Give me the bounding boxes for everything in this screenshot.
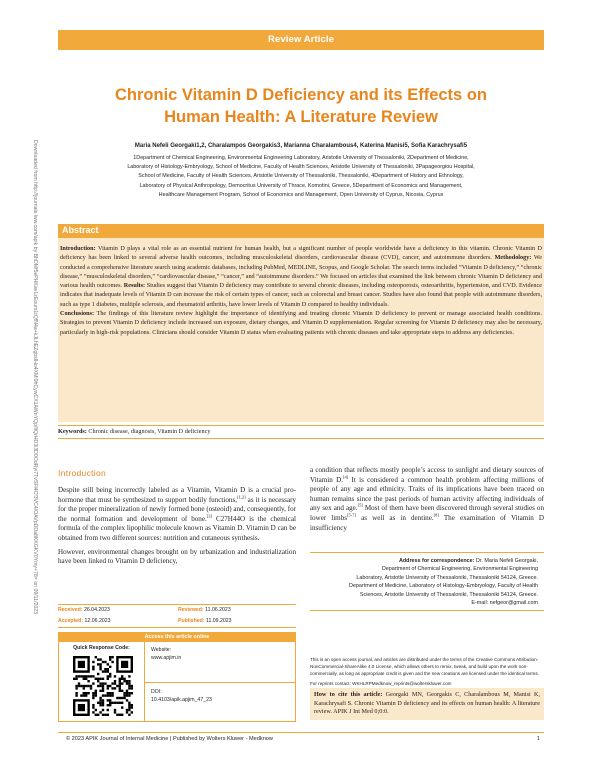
correspondence-email[interactable]: E-mail: nefgeor@gmail.com xyxy=(471,600,538,607)
abstract-intro: Vitamin D plays a vital role as an essential nutrient for human health, but a significant number of people worldwide have a deficiency in this vitamin. Chronic Vitamin D deficiency has been linked to several adverse health outcomes, including musculoskeletal disorders, cardiovascular disease (CVD), cancer, and autoimmune disorders. xyxy=(60,245,542,262)
text-run: C27H44O is the chemical formula of the complex lipophilic molecule known as Vitamin D. Vitamin D can be obtained from two different sources: nutrition and cutaneous synthesis. xyxy=(58,514,296,542)
correspondence-name: Dr. Maria Nefeli Georgaki, xyxy=(474,558,538,564)
keywords-label: Keywords: xyxy=(58,428,87,435)
correspondence-label: Address for correspondence: xyxy=(398,558,475,564)
keywords xyxy=(58,428,544,435)
article-dates xyxy=(58,604,296,628)
affiliations xyxy=(70,154,532,200)
page-footer xyxy=(58,732,544,744)
received-date xyxy=(58,605,110,615)
affiliation-line: Laboratory of Histology-Embryology, School of Medicine, Faculty of Health Sciences, Aristotle University of Thessaloniki, 3Papageorgiou Hospital, xyxy=(127,164,475,171)
author-list: Maria Nefeli Georgaki1,2, Charalampos Georgakis3, Marianna Charalambous4, Katerina Manisi5, Sofia Karachrysafi5 xyxy=(134,143,468,149)
abstract-heading: Abstract xyxy=(62,225,99,235)
introduction-paragraph xyxy=(58,486,296,544)
accepted-date xyxy=(58,616,111,626)
divider xyxy=(58,425,544,426)
qr-label: Quick Response Code: xyxy=(73,645,130,651)
date-value: 11.06.2023 xyxy=(205,607,231,613)
divider xyxy=(145,682,296,683)
title-line-2: Human Health: A Literature Review xyxy=(164,108,438,126)
divider xyxy=(58,438,544,439)
doi-link[interactable]: 10.4103/apik.apjim_47_23 xyxy=(151,696,212,703)
introduction-paragraph: However, environmental changes brought on by urbanization and industrialization have been linked to Vitamin D deficiency, xyxy=(58,547,296,566)
how-to-cite-box xyxy=(310,688,544,720)
cite-text: Georgaki MN, Georgakis C, Charalambous M, Manisi K, Karachrysafi S. Chronic Vitamin D deficiency and its effects on human health: A literature review. APIK J Int Med 0;0:0. xyxy=(314,691,540,716)
date-label: Published: xyxy=(178,618,205,624)
article-type-bar xyxy=(58,30,544,50)
affiliation-line: School of Medicine, Faculty of Health Sciences, Aristotle University of Thessaloniki, Thessaloniki, 4Department of History and Ethnology, xyxy=(138,173,464,180)
download-sidebar-note xyxy=(10,140,38,700)
website-link[interactable]: www.apjim.in xyxy=(151,654,182,661)
text-run: as well as in dentine. xyxy=(356,513,434,522)
text-run: as it is necessary for the proper mineralization of newly formed bone (osteoid) and, consequently, for the normal formation and development of bone. xyxy=(58,495,297,523)
correspondence-box xyxy=(310,552,544,611)
affiliation-line: Laboratory of Physical Anthropology, Democritus University of Thrace, Komotini, Greece, 5Department of Economics and Management, xyxy=(139,182,463,189)
citation-ref[interactable]: [8] xyxy=(433,512,439,518)
website-section xyxy=(151,647,181,663)
abstract-methodology: We conducted a comprehensive literature search using academic databases, including PubMed, MEDLINE, Scopus, and Google Scholar. The search terms included “Vitamin D deficiency,” “chronic disease,” “musculoskeletal disorders,” “cardiovascular disease,” “cancer,” and “autoimmune disorders.” We focused on articles that examined the link between chronic Vitamin D deficiency and various health outcomes. xyxy=(60,254,542,290)
citation-ref[interactable]: [5-7] xyxy=(347,512,357,518)
citation-ref[interactable]: [3] xyxy=(206,513,213,519)
affiliation-line: 1Department of Chemical Engineering, Environmental Engineering Laboratory, Aristotle University of Thessaloniki, 2Department of Medicine, xyxy=(133,155,469,161)
date-value: 26.04.2023 xyxy=(83,607,110,613)
text-run: Most of them have been discovered through several studies on lower limbs xyxy=(310,504,544,522)
affiliation-line: Healthcare Management Program, School of Economics and Management, Open University of Cyprus, Nicosia, Cyprus xyxy=(158,191,444,198)
abstract-conclusions: The findings of this literature review highlight the importance of identifying and treating chronic Vitamin D deficiency to prevent or manage associated health conditions. Strategies to prevent Vitamin D deficiency include increased sun exposure, dietary changes, and Vitamin D supplementation. Regular screening for Vitamin D deficiency may also be necessary, particularly in high-risk populations. Clinicians should consider Vitamin D status when evaluating patients with chronic diseases and take appropriate steps to address any deficiencies. xyxy=(60,310,543,336)
introduction-right-column xyxy=(310,466,544,533)
citation-ref[interactable]: [1,2] xyxy=(237,494,246,500)
abstract-intro-label: Introduction: xyxy=(60,245,96,252)
doi-label: DOI: xyxy=(151,689,162,695)
date-label: Received: xyxy=(58,607,83,613)
footer-text: © 2023 APIK Journal of Internal Medicine | Published by Wolters Kluwer - Medknow xyxy=(66,736,273,742)
license-notice xyxy=(310,656,544,687)
text-run: a condition that reflects mostly people’s access to sunlight and dietary sources of Vitamin D. xyxy=(310,466,544,484)
qr-code-icon[interactable] xyxy=(73,656,133,716)
abstract-box xyxy=(58,238,544,422)
title-line-1: Chronic Vitamin D Deficiency and its Effects on xyxy=(115,86,487,104)
reviewed-date xyxy=(178,605,231,615)
license-text: This is an open access journal, and articles are distributed under the terms of the Creative Commons Attribution-NonCommercial-ShareAlike 4.0 License, which allows others to remix, tweak, and build upon the work non-commercially, as long as appropriate credit is given and the new creations are licensed under the identical terms. xyxy=(310,657,539,677)
abstract-results: Studies suggest that Vitamin D deficiency may contribute to several chronic diseases, including osteoporosis, osteoarthritis, hypertension, and CVD. Evidence indicates that inadequate levels of Vitamin D can increase the risk of certain types of cancer, such as colorectal and breast cancer. Studies have also found that people with autoimmune disorders, such as type 1 diabetes, multiple sclerosis, and rheumatoid arthritis, have lower levels of Vitamin D compared to healthy individuals. xyxy=(60,282,542,308)
article-title xyxy=(58,84,544,128)
correspondence-name-line xyxy=(310,557,538,565)
sidebar-note-text: Downloaded from http://journals.lww.com/apik by BhDMf5ePHKav1zEoum1tQfN4a+kJLhEZgbsIHo4XMi0hCywCX1AWnYQp/IlQrHD3i3D0OdRyi7TvSFl4Cf3VC4/OAVpDDa8KKGKV0Ymy+78= on 09/11/2023 xyxy=(32,140,38,615)
date-value: 12.06.2023 xyxy=(84,618,111,624)
date-label: Accepted: xyxy=(58,618,84,624)
date-label: Reviewed: xyxy=(178,607,204,613)
reprints-contact[interactable]: For reprints contact: WKHLRPMedknow_reprints@wolterskluwer.com xyxy=(310,681,452,687)
correspondence-line: Sciences, Aristotle University of Thessaloniki, Thessaloniki 54124, Greece. xyxy=(359,591,538,598)
correspondence-line: Department of Medicine, Laboratory of Histology-Embryology, Faculty of Health xyxy=(349,583,538,590)
website-label: Website: xyxy=(151,647,172,653)
introduction-left-column xyxy=(58,486,296,571)
date-value: 11.09.2023 xyxy=(205,618,232,624)
access-online-box xyxy=(58,632,296,722)
abstract-text xyxy=(60,244,542,337)
keywords-text: Chronic disease, diagnosis, Vitamin D deficiency xyxy=(88,428,211,435)
introduction-paragraph xyxy=(310,466,544,533)
doi-section xyxy=(151,689,212,705)
page-number: 1 xyxy=(536,736,540,742)
introduction-heading: Introduction xyxy=(58,468,107,478)
citation-ref[interactable]: [5] xyxy=(357,503,363,509)
citation-ref[interactable]: [4] xyxy=(343,474,349,480)
text-run: It is considered a common health problem affecting millions of people of any age and ethnicity. Traits of its implications have been traced on human remains since the past periods of human activity affecting individuals of any sex and age. xyxy=(310,475,544,513)
published-date xyxy=(178,616,232,626)
abstract-methodology-label: Methodology: xyxy=(494,254,532,262)
correspondence-line: Department of Chemical Engineering, Environmental Engineering xyxy=(381,566,538,573)
correspondence-line: Laboratory, Aristotle University of Thessaloniki, Thessaloniki 54124, Greece. xyxy=(356,574,538,581)
qr-section xyxy=(59,642,145,722)
access-heading: Access this article online xyxy=(59,633,295,642)
text-run: The examination of Vitamin D insufficiency xyxy=(310,513,544,532)
article-type-label: Review Article xyxy=(268,34,334,45)
text-run: Despite still being incorrectly labeled as a Vitamin, Vitamin D is a crucial pro-hormone that must be synthesized to support bodily functions, xyxy=(58,486,296,504)
abstract-header-bar xyxy=(58,224,544,238)
abstract-results-label: Results: xyxy=(123,282,146,290)
cite-label: How to cite this article: xyxy=(314,691,383,698)
abstract-conclusions-label: Conclusions: xyxy=(60,310,95,318)
